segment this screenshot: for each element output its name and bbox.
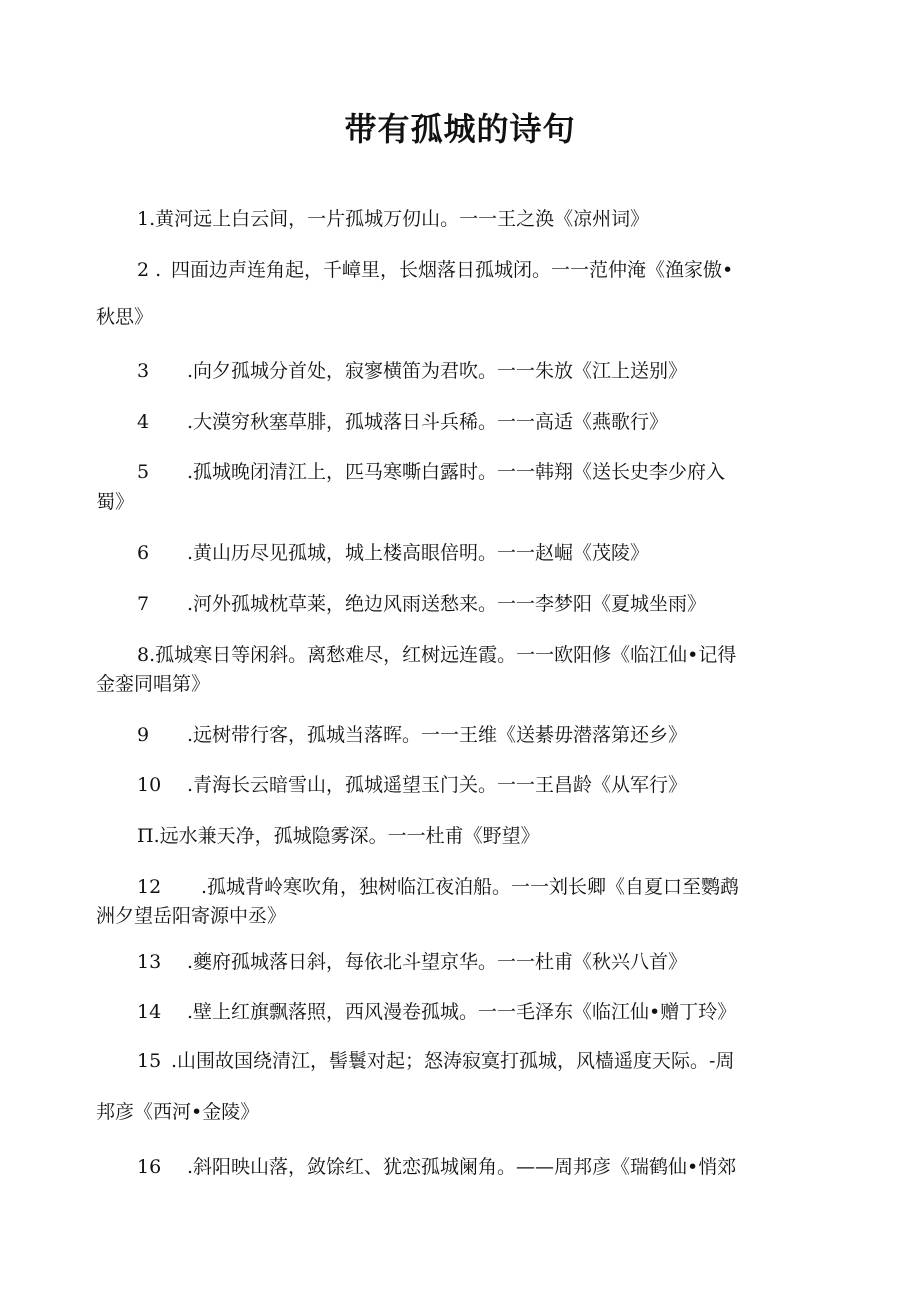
item-text: 黄河远上白云间，一片孤城万仞山。一一王之涣《凉州词》 (155, 208, 650, 230)
poem-line-15-cont: 邦彦《西河•金陵》 (96, 1101, 260, 1123)
poem-line-10 (137, 773, 687, 797)
poem-line-5-cont: 蜀》 (96, 491, 135, 513)
item-text: .斜阳映山落，敛馀红、犹恋孤城阑角。——周邦彦《瑞鹤仙•悄郊 (187, 1156, 737, 1178)
poem-line-2 (137, 258, 733, 282)
poem-line-12 (137, 875, 739, 899)
item-number: 5 (137, 461, 150, 483)
poem-line-1 (137, 207, 649, 231)
item-number: 4 (137, 411, 150, 433)
item-number: 8. (137, 644, 156, 666)
item-text: .河外孤城枕草莱，绝边风雨送愁来。一一李梦阳《夏城坐雨》 (187, 593, 707, 615)
poem-line-4 (137, 410, 668, 434)
poem-line-8 (137, 643, 736, 667)
item-text: .青海长云暗雪山，孤城遥望玉门关。一一王昌龄《从军行》 (187, 774, 688, 796)
poem-line-11 (137, 824, 540, 848)
item-number: 1. (137, 208, 156, 230)
item-number: 10 (137, 774, 162, 796)
item-text: 四面边声连角起，千嶂里，长烟落日孤城闭。一一范仲淹《渔家傲• (171, 259, 734, 281)
item-text: .壁上红旗飘落照，西风漫卷孤城。一一毛泽东《临江仙•赠丁玲》 (187, 1001, 737, 1023)
item-text: .山围故国绕清江，髻鬟对起；怒涛寂寞打孤城，风樯遥度天际。-周 (171, 1050, 735, 1072)
poem-line-16 (137, 1155, 736, 1179)
item-text: .大漠穷秋塞草腓，孤城落日斗兵稀。一一高适《燕歌行》 (187, 411, 669, 433)
poem-line-6 (137, 541, 649, 565)
item-text: 孤城寒日等闲斜。离愁难尽，红树远连霞。一一欧阳修《临江仙•记得 (155, 644, 737, 666)
document-title: 带有孤城的诗句 (344, 110, 576, 148)
item-text: .黄山历尽见孤城，城上楼高眼倍明。一一赵崛《茂陵》 (187, 542, 650, 564)
item-text: .孤城晚闭清江上，匹马寒嘶白露时。一一韩翔《送长史李少府入 (187, 461, 726, 483)
item-number: 16 (137, 1156, 162, 1178)
item-number: 7 (137, 593, 150, 615)
item-text: .远树带行客，孤城当落晖。一一王维《送綦毋潜落第还乡》 (187, 724, 688, 746)
item-number: 14 (137, 1001, 162, 1023)
item-number: 12 (137, 876, 162, 898)
poem-line-2-cont: 秋思》 (96, 306, 154, 328)
poem-line-7 (137, 592, 706, 616)
item-number: 2 . (137, 259, 162, 281)
item-number: 9 (137, 724, 150, 746)
item-number: 6 (137, 542, 150, 564)
item-text: .向夕孤城分首处，寂寥横笛为君吹。一一朱放《江上送别》 (187, 360, 688, 382)
poem-line-12-cont: 洲夕望岳阳寄源中丞》 (96, 905, 287, 927)
item-text: .孤城背岭寒吹角，独树临江夜泊船。一一刘长卿《自夏口至鹦鹉 (201, 876, 740, 898)
poem-line-9 (137, 723, 687, 747)
item-number: Π. (137, 825, 160, 847)
poem-line-5 (137, 460, 725, 484)
item-text: 远水兼天净，孤城隐雾深。一一杜甫《野望》 (159, 825, 540, 847)
item-number: 13 (137, 951, 162, 973)
poem-line-14 (137, 1000, 736, 1024)
item-number: 3 (137, 360, 150, 382)
poem-line-8-cont: 金銮同唱第》 (96, 673, 211, 695)
poem-line-13 (137, 950, 687, 974)
poem-line-15 (137, 1049, 734, 1073)
item-text: .夔府孤城落日斜，每依北斗望京华。一一杜甫《秋兴八首》 (187, 951, 688, 973)
poem-line-3 (137, 359, 687, 383)
item-number: 15 (137, 1050, 162, 1072)
